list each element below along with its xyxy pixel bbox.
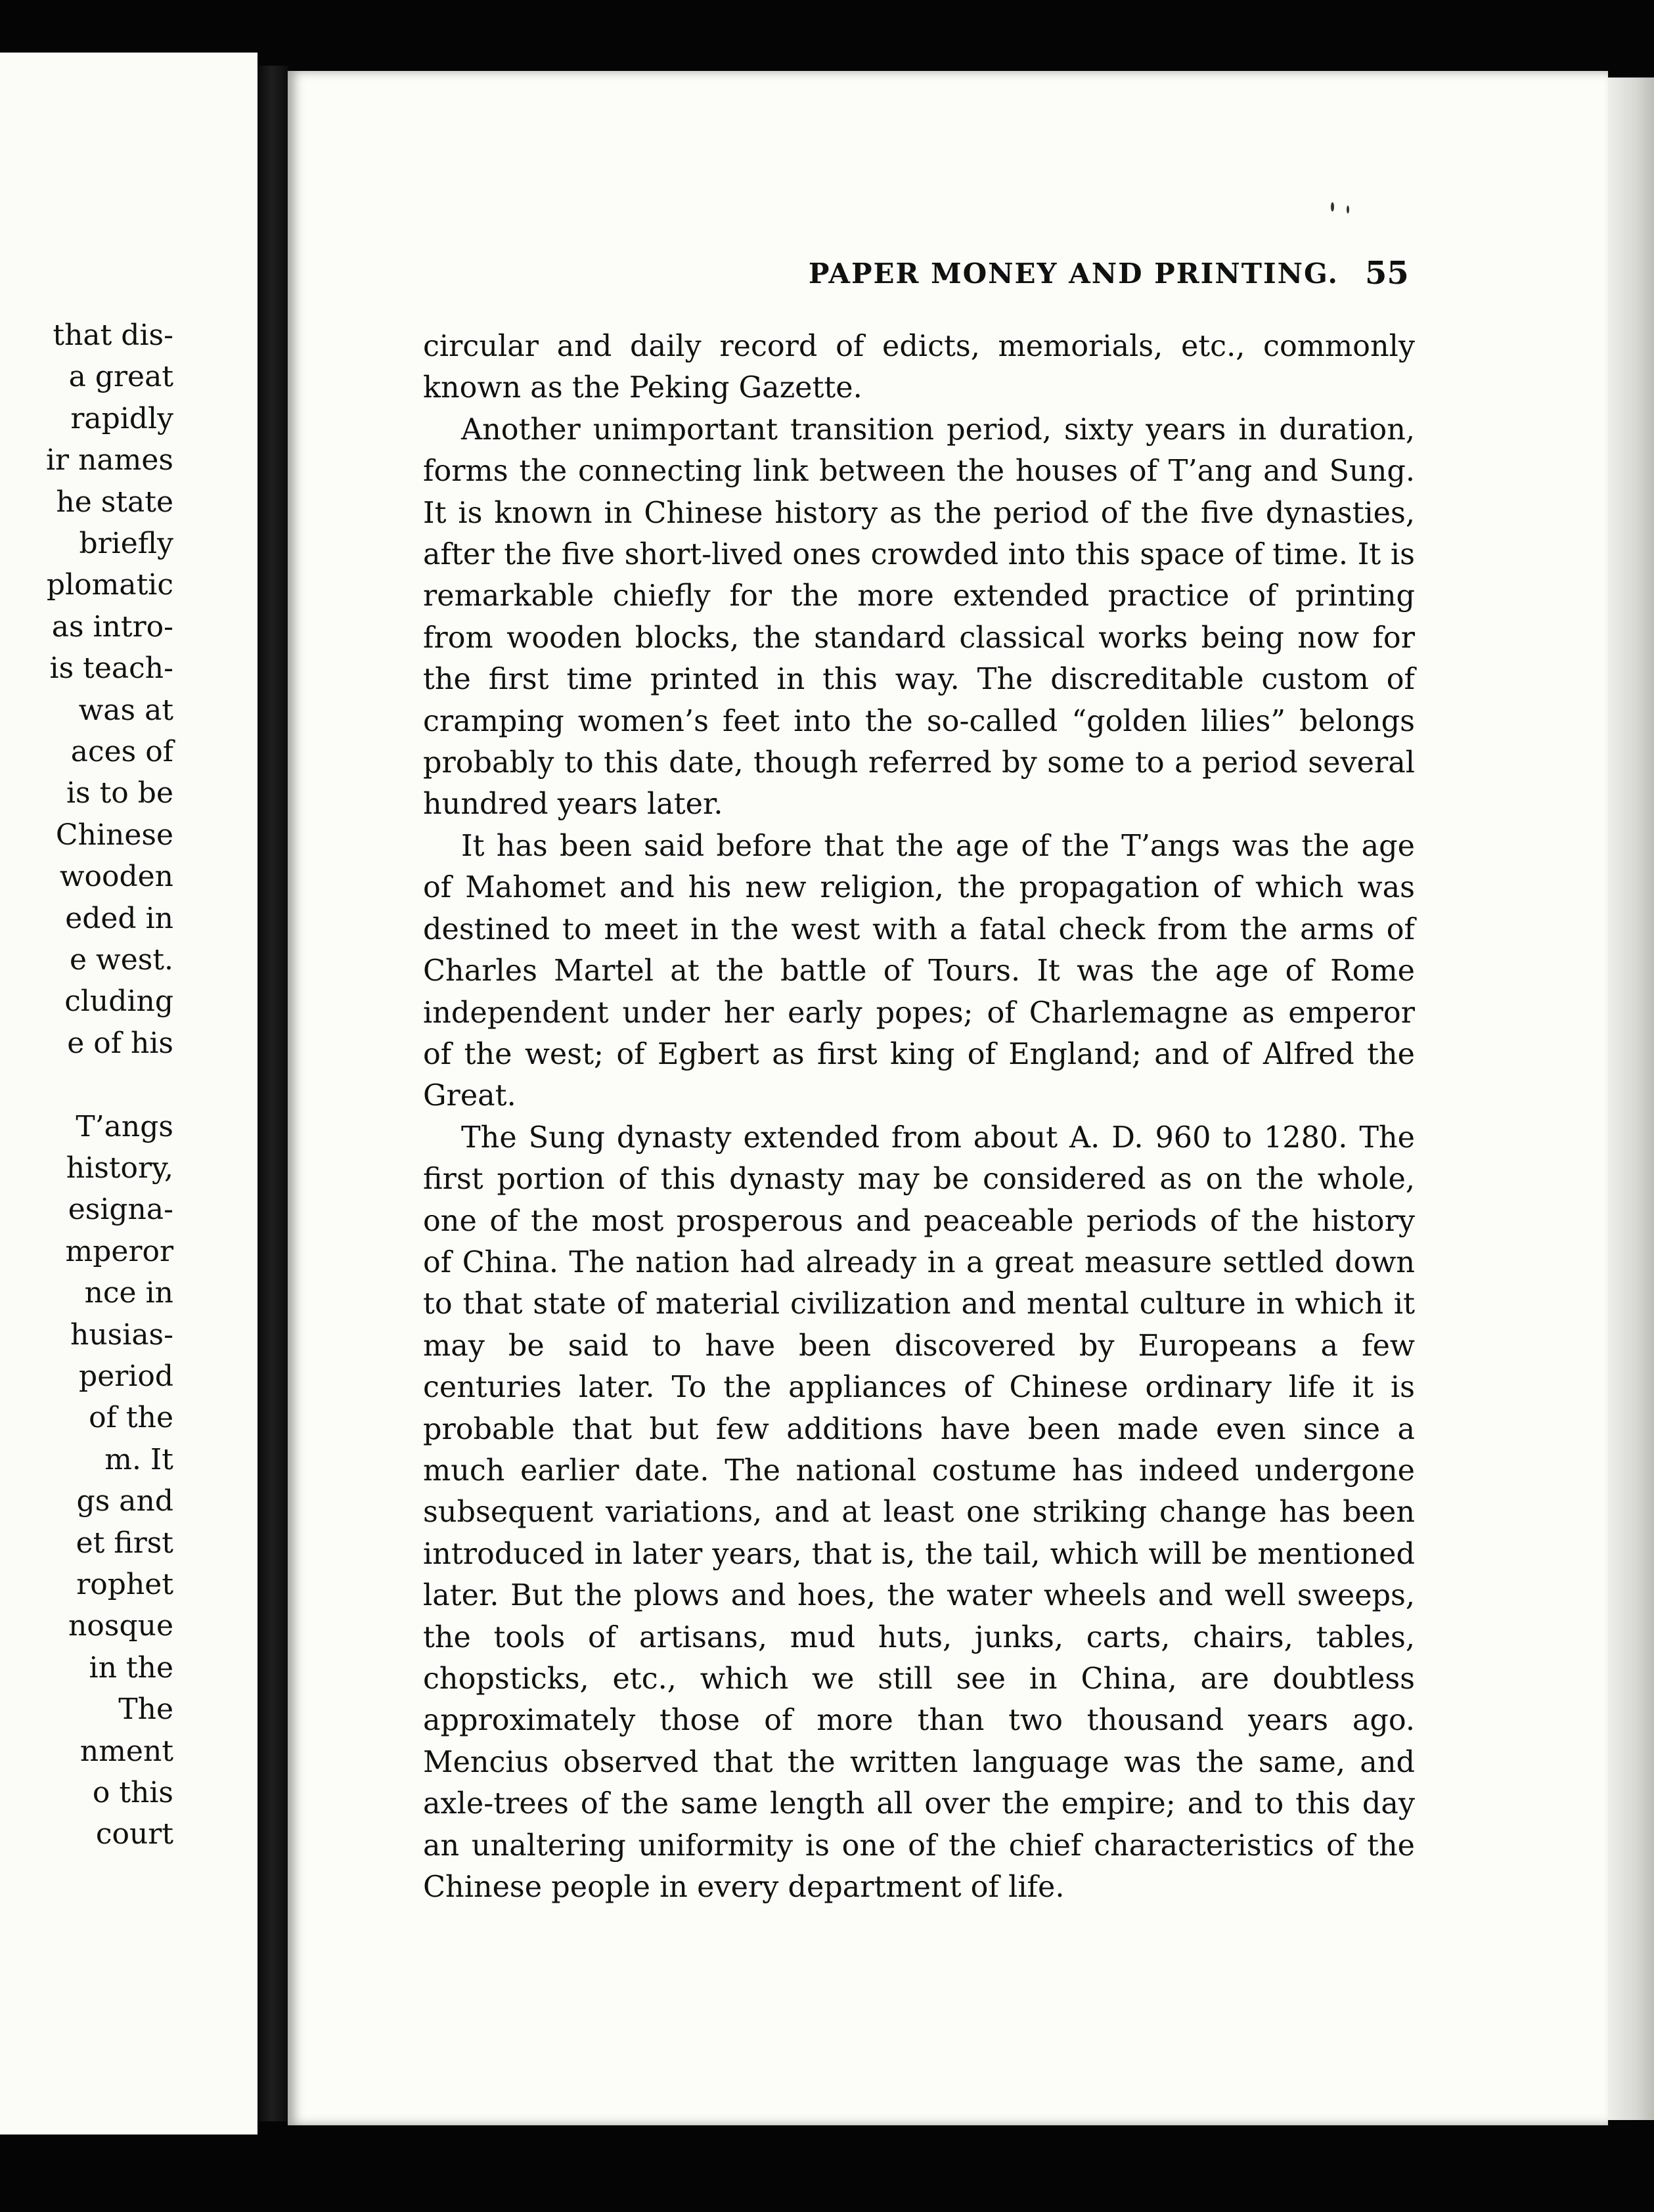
paragraph-sung-dynasty: The Sung dynasty extended from about A. D. 960 to 1280. The first portion of this dynasty may be considered as on the whole, one of the most prosperous and peaceable periods of the history of China. The nation had already in a great measure settled down to that state of material civilization and mental culture in which it may be said to have been discovered by Europeans a few centuries later. To the appliances of Chinese ordinary life it is probable that but few additions have been made even since a much earlier date. The national costume has indeed undergone subsequent variations, and at least one striking change has been introduced in later years, that is, the tail, which will be mentioned later. But the plows and hoes, the water wheels and well sweeps, the tools of artisans, mud huts, junks, carts, chairs, tables, chopsticks, etc., which we still see in China, are doubtless approximately those of more than two thousand years ago. Mencius observed that the written language was the same, and axle-trees of the same length all over the empire; and to this day an unaltering uniformity is one of the chief characteristics of the Chinese people in every department of life. xyxy=(423,1120,1415,1905)
facing-page-line-fragment: in the xyxy=(89,1650,173,1685)
paragraph-continuation: circular and daily record of edicts, memorials, etc., commonly known as the Peking Gazette. xyxy=(423,330,1415,405)
facing-page-line-fragment: was at xyxy=(78,693,173,727)
scan-speck xyxy=(1347,206,1349,213)
paragraph-age-of-tangs: It has been said before that the age of the T’angs was the age of Mahomet and his new religion, the propagation of which was destined to meet in the west with a fatal check from the arms of Charles Martel at the battle of Tours. It was the age of Rome independent under her early popes; of Charlemagne as emperor of the west; of Egbert as first king of England; and of Alfred the Great. xyxy=(423,829,1415,1113)
facing-page-line-fragment: rophet xyxy=(76,1568,173,1601)
facing-page-line-fragment: ir names xyxy=(45,443,173,477)
paragraph-five-dynasties: Another unimportant transition period, sixty years in duration, forms the connecting link between the houses of T’ang and Sung. It is known in Chinese history as the period of the five dynasties, after the five short-lived ones crowded into this space of time. It is remarkable chiefly for the more extended practice of printing from wooden blocks, the standard classical works being now for the first time printed in this way. The discreditable custom of cramping women’s feet into the so-called “golden lilies” belongs probably to this date, though referred by some to a period several hundred years later. xyxy=(423,412,1415,822)
page-edge xyxy=(1608,77,1654,2120)
facing-page-line-fragment: e of his xyxy=(67,1026,173,1060)
scan-speck xyxy=(1331,202,1334,211)
facing-page-line-fragment: of the xyxy=(89,1401,173,1435)
facing-left-page xyxy=(0,53,257,2135)
body-text xyxy=(423,326,1415,1908)
facing-page-line-fragment: husias- xyxy=(70,1317,173,1352)
facing-page-line-fragment: is to be xyxy=(66,776,173,810)
facing-page-line-fragment: rapidly xyxy=(70,401,173,435)
facing-page-line-fragment: is teach- xyxy=(49,652,173,686)
facing-page-line-fragment: The xyxy=(118,1692,173,1727)
facing-page-line-fragment: wooden xyxy=(59,860,173,894)
facing-page-line-fragment: Chinese xyxy=(55,818,173,852)
facing-page-line-fragment: cluding xyxy=(64,984,173,1019)
facing-page-line-fragment: e west. xyxy=(70,943,173,977)
facing-page-line-fragment: court xyxy=(95,1817,173,1851)
facing-page-line-fragment: a great xyxy=(68,360,173,394)
facing-page-line-fragment: he state xyxy=(56,485,173,519)
facing-page-line-fragment: eded in xyxy=(65,901,173,935)
facing-page-line-fragment: esigna- xyxy=(68,1193,173,1227)
facing-page-line-fragment: history, xyxy=(66,1151,173,1185)
facing-page-line-fragment: m. It xyxy=(104,1442,173,1476)
facing-page-line-fragment: et first xyxy=(76,1526,173,1560)
page-55 xyxy=(288,71,1608,2125)
facing-page-line-fragment: briefly xyxy=(79,527,173,560)
facing-page-line-fragment: period xyxy=(79,1360,173,1393)
facing-page-line-fragment: T’angs xyxy=(76,1109,173,1143)
facing-page-line-fragment: nosque xyxy=(68,1609,173,1643)
book-gutter xyxy=(257,66,288,2121)
page-number: 55 xyxy=(1365,255,1409,292)
facing-page-line-fragment: plomatic xyxy=(46,568,173,602)
facing-page-line-fragment: nment xyxy=(79,1734,173,1768)
running-head: PAPER MONEY AND PRINTING. xyxy=(808,257,1339,290)
facing-page-line-fragment: as intro- xyxy=(51,609,173,644)
facing-page-line-fragment: gs and xyxy=(76,1484,173,1518)
facing-page-line-fragment: mperor xyxy=(65,1234,173,1268)
facing-page-line-fragment: that dis- xyxy=(53,319,173,352)
facing-page-line-fragment: o this xyxy=(92,1776,173,1809)
facing-page-line-fragment: nce in xyxy=(84,1276,173,1310)
facing-page-line-fragment: aces of xyxy=(70,735,173,768)
